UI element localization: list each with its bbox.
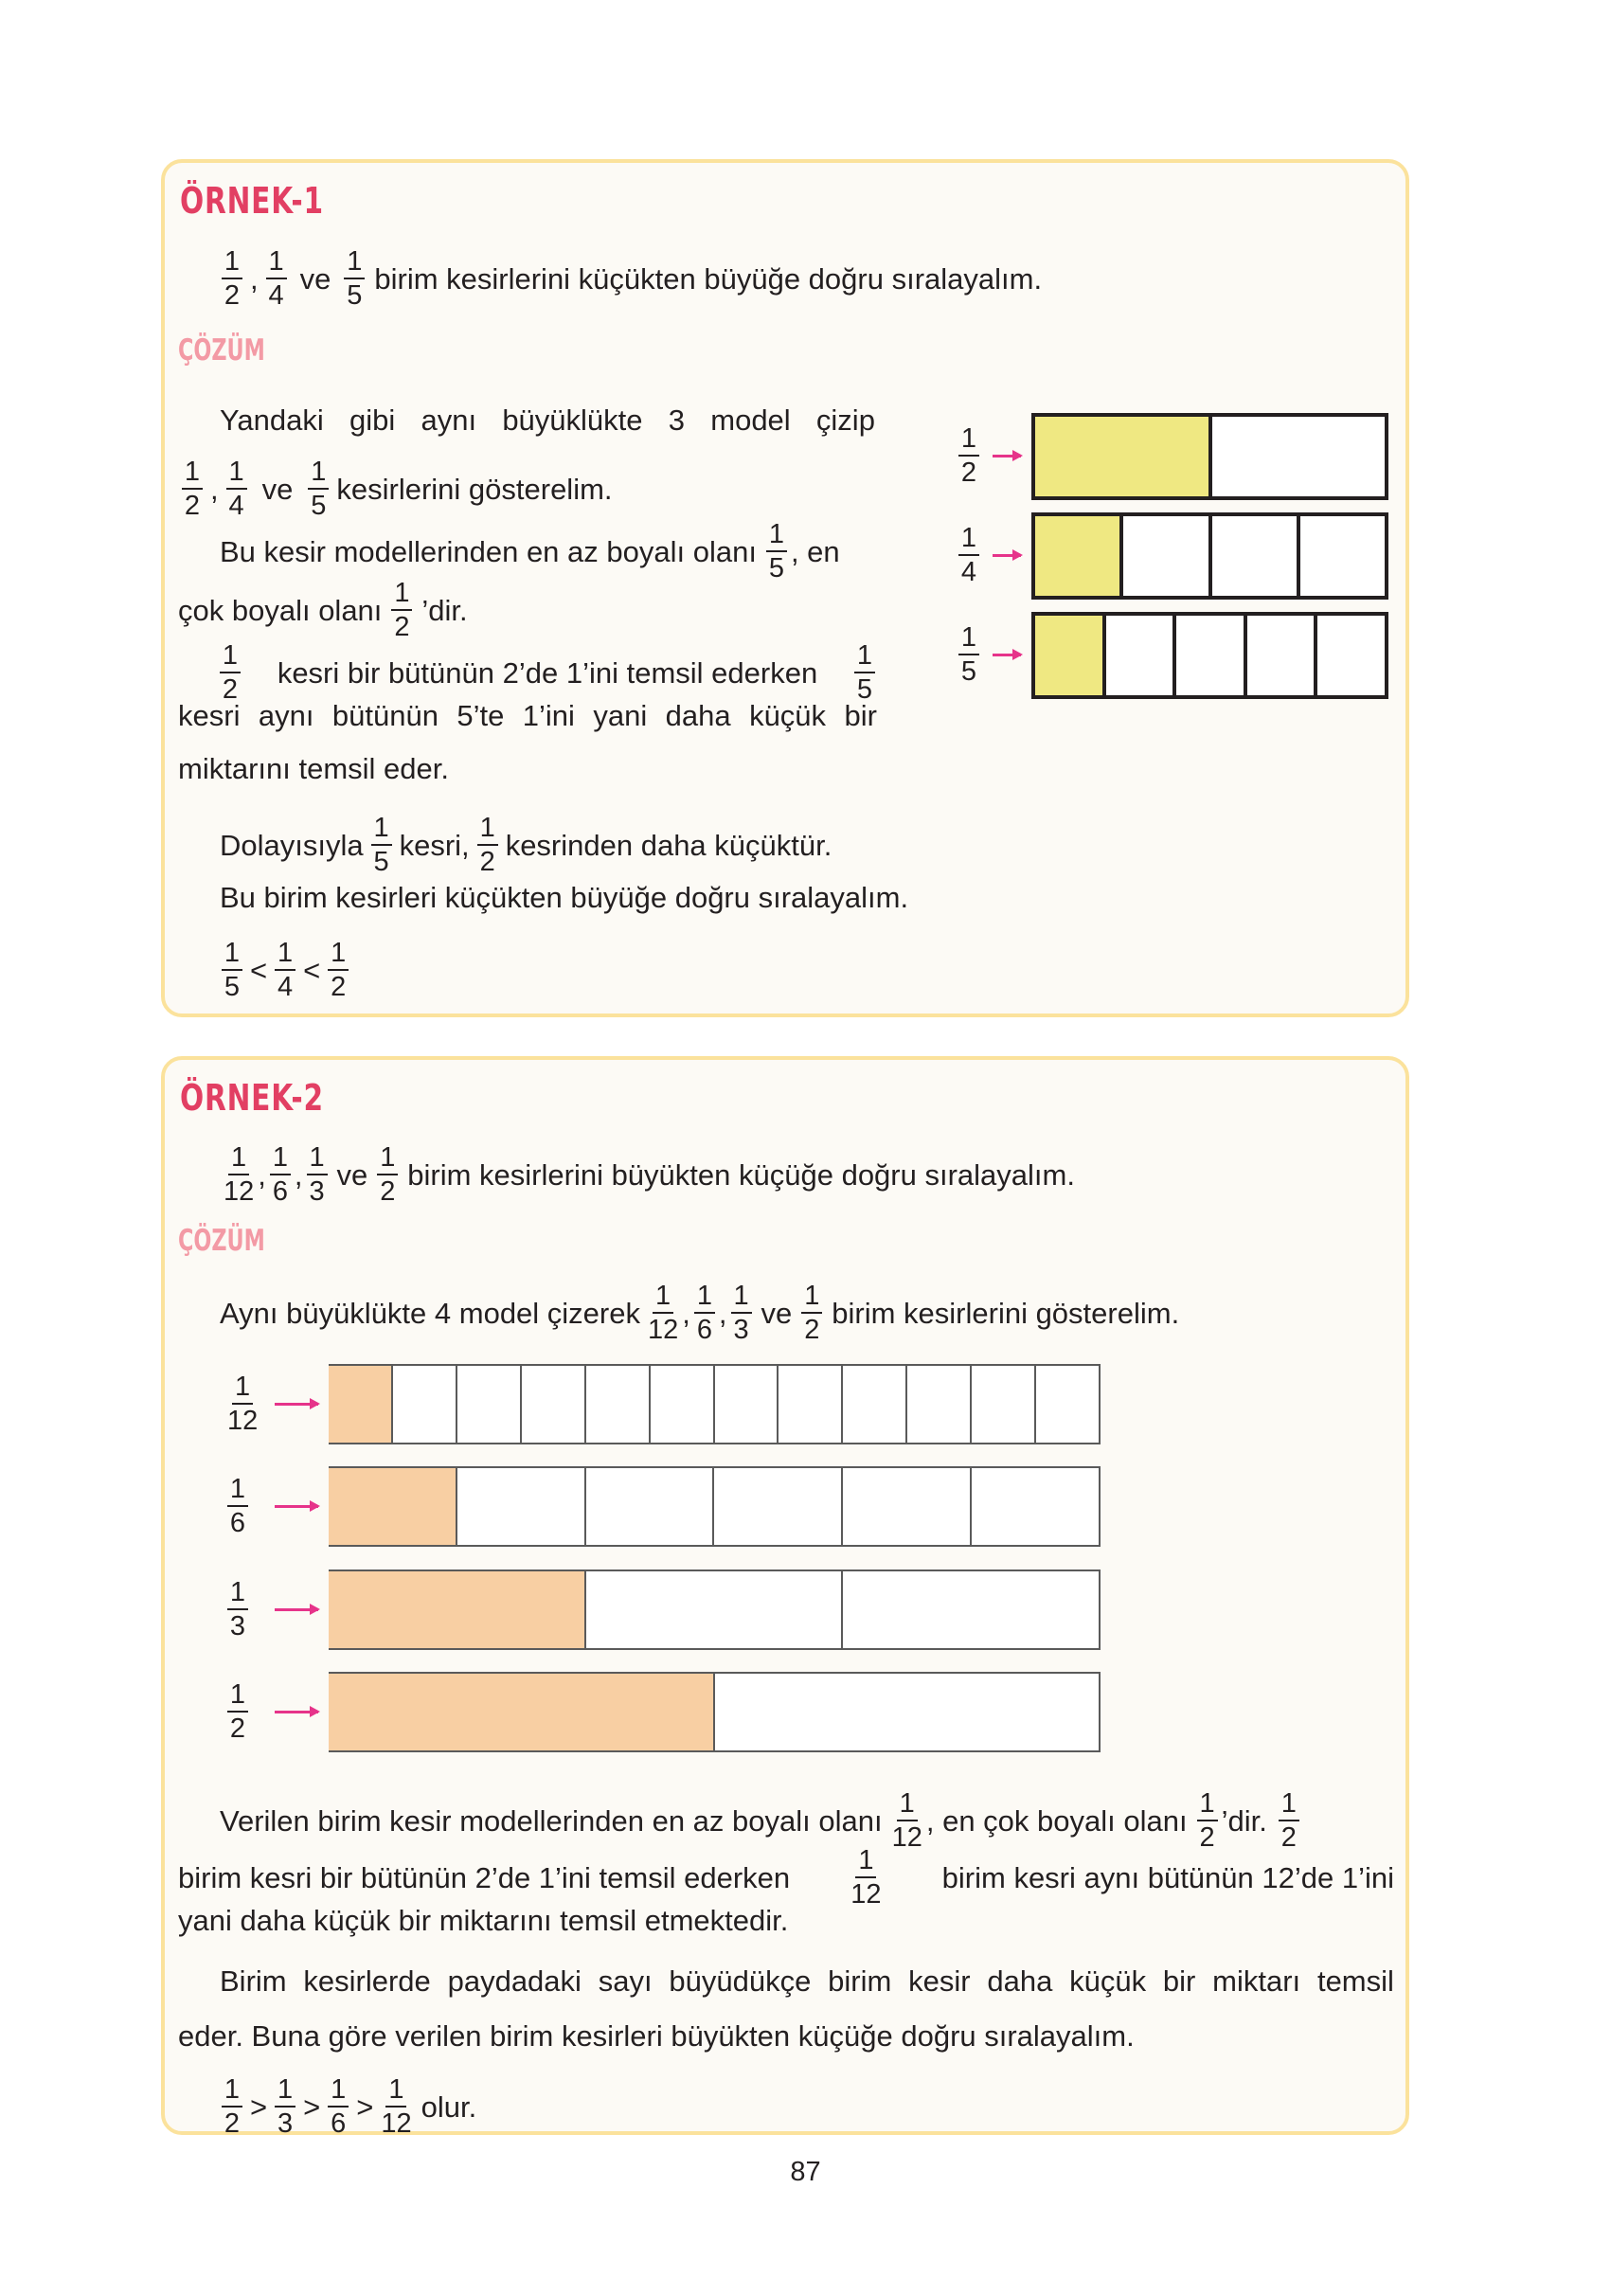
unshaded-part <box>1244 616 1315 695</box>
fraction: $\frac{1}{12}$ <box>850 1845 882 1910</box>
fraction-model-bar <box>1031 612 1388 699</box>
fraction: $\frac{1}{2}$ <box>328 940 349 1001</box>
ex2-b-line1 <box>220 1963 1394 2000</box>
ex2-ordering: $\frac{1}{2}$ > $\frac{1}{3}$ > $\frac{1}{6}$ > $\frac{1}{12}$ olur. <box>218 2076 476 2138</box>
word: bir <box>844 699 877 732</box>
word: miktarı <box>1212 1964 1301 1998</box>
unshaded-part <box>905 1366 970 1443</box>
ex1-p3-line1: $\frac{1}{2}$ kesri bir bütünün 2’de 1’ini temsil ederken $\frac{1}{5}$ <box>216 642 879 704</box>
fraction: $\frac{1}{12}$ <box>381 2074 412 2139</box>
word: aynı <box>258 699 314 732</box>
unshaded-part <box>841 1366 905 1443</box>
arrow-right-icon <box>275 1403 318 1406</box>
fraction-model-bar <box>329 1466 1101 1547</box>
fraction: $\frac{1}{2}$ <box>222 2076 242 2138</box>
fraction: $\frac{1}{5}$ <box>766 521 787 583</box>
unshaded-part <box>584 1366 649 1443</box>
word: küçük <box>749 699 827 732</box>
word: sayı <box>598 1964 653 1998</box>
fraction: $\frac{1}{4}$ <box>226 458 247 520</box>
word: gibi <box>349 404 396 437</box>
arrow-right-icon <box>993 455 1021 457</box>
unshaded-part <box>1102 616 1173 695</box>
fraction: $\frac{1}{3}$ <box>275 2076 295 2138</box>
ex1-p1-line1 <box>220 402 875 439</box>
ex1-p2-line1: Bu kesir modellerinden en az boyalı olanı $\frac{1}{5}$ , en <box>220 519 840 583</box>
model-fraction-label: $\frac{1}{2}$ <box>227 1681 248 1743</box>
word: aynı <box>421 404 477 437</box>
ex1-p3-line3: miktarını temsil eder. <box>178 752 449 785</box>
word: bir <box>1162 1964 1196 1998</box>
fraction: $\frac{1}{12}$ <box>648 1281 679 1345</box>
word: Yandaki <box>220 404 324 437</box>
word: paydadaki <box>447 1964 582 1998</box>
example-2-solution-label: ÇÖZÜM <box>178 1224 265 1258</box>
ex2-intro: Aynı büyüklükte 4 model çizerek $\frac{1}{12}$ , $\frac{1}{6}$ , $\frac{1}{3}$ ve $\frac{1}{2}$ birim kesirlerini gösterelim. <box>220 1281 1180 1345</box>
fraction: $\frac{1}{5}$ <box>308 458 329 520</box>
word: büyüklükte <box>502 404 643 437</box>
model-fraction-label: $\frac{1}{3}$ <box>227 1579 248 1641</box>
fraction-model-bar <box>1031 512 1388 600</box>
fraction: $\frac{1}{2}$ <box>1279 1790 1299 1852</box>
fraction: $\frac{1}{2}$ <box>377 1144 398 1206</box>
fraction: $\frac{1}{5}$ <box>344 248 365 310</box>
fraction: $\frac{1}{2}$ <box>477 815 498 876</box>
unshaded-part <box>841 1468 970 1545</box>
fraction: $\frac{1}{2}$ <box>220 642 241 704</box>
unshaded-part <box>456 1366 520 1443</box>
word: bütünün <box>331 699 439 732</box>
word: kesir <box>908 1964 971 1998</box>
ex1-p5: Bu birim kesirleri küçükten büyüğe doğru sıralayalım. <box>220 881 909 914</box>
word: Birim <box>220 1964 287 1998</box>
example-1-title: ÖRNEK-1 <box>180 180 324 222</box>
example-1-solution-label: ÇÖZÜM <box>178 333 265 368</box>
example-2-question: $\frac{1}{12}$ , $\frac{1}{6}$ , $\frac{1}{3}$ ve $\frac{1}{2}$ birim kesirlerini büyükten küçüğe doğru sıralayalım. <box>224 1142 1075 1207</box>
ex1-p3-line2 <box>178 697 877 735</box>
fraction-model-bar <box>329 1672 1101 1752</box>
unshaded-part <box>712 1468 841 1545</box>
fraction: $\frac{1}{2}$ <box>1197 1790 1218 1852</box>
fraction: $\frac{1}{6}$ <box>270 1144 291 1206</box>
unshaded-part <box>1208 417 1386 496</box>
shaded-part <box>1035 616 1102 695</box>
unshaded-part <box>456 1468 584 1545</box>
shaded-part <box>329 1674 713 1750</box>
model-fraction-label: $\frac{1}{12}$ <box>227 1371 259 1436</box>
unshaded-part <box>584 1468 713 1545</box>
fraction: $\frac{1}{4}$ <box>266 248 287 310</box>
word: kesirlerde <box>303 1964 431 1998</box>
fraction: $\frac{1}{5}$ <box>222 940 242 1001</box>
ex1-p4: Dolayısıyla $\frac{1}{5}$ kesri, $\frac{1}{2}$ kesrinden daha küçüktür. <box>220 813 832 877</box>
arrow-right-icon <box>993 654 1021 656</box>
unshaded-part <box>713 1674 1100 1750</box>
fraction: $\frac{1}{12}$ <box>891 1788 922 1853</box>
fraction: $\frac{1}{5}$ <box>854 642 875 704</box>
shaded-part <box>1035 516 1119 596</box>
model-fraction-label: $\frac{1}{6}$ <box>227 1476 248 1537</box>
ex1-ordering: $\frac{1}{5}$ < $\frac{1}{4}$ < $\frac{1}{2}$ <box>218 940 352 1001</box>
fraction: $\frac{1}{12}$ <box>224 1142 255 1207</box>
unshaded-part <box>1119 516 1208 596</box>
ex1-p1-line2: $\frac{1}{2}$ , $\frac{1}{4}$ ve $\frac{1}{5}$ kesirlerini gösterelim. <box>178 458 613 520</box>
example-1-question: $\frac{1}{2}$ , $\frac{1}{4}$ ve $\frac{1}{5}$ birim kesirlerini küçükten büyüğe doğru sıralayalım. <box>218 248 1042 310</box>
ex2-a-line3: yani daha küçük bir miktarını temsil etmektedir. <box>178 1904 789 1937</box>
arrow-right-icon <box>275 1608 318 1611</box>
arrow-right-icon <box>275 1505 318 1508</box>
fraction-model-bar <box>1031 413 1388 500</box>
unshaded-part <box>1034 1366 1099 1443</box>
unshaded-part <box>649 1366 713 1443</box>
ex1-p2-line2: çok boyalı olanı $\frac{1}{2}$ ’dir. <box>178 578 468 642</box>
shaded-part <box>329 1468 456 1545</box>
unshaded-part <box>391 1366 456 1443</box>
ex2-a-line1: Verilen birim kesir modellerinden en az boyalı olanı $\frac{1}{12}$ , en çok boyalı olanı $\frac{1}{2}$ ’dir. $\frac{1}{2}$ <box>220 1790 1394 1852</box>
ex2-b-line2: eder. Buna göre verilen birim kesirleri büyükten küçüğe doğru sıralayalım. <box>178 2019 1135 2053</box>
unshaded-part <box>1172 616 1244 695</box>
fraction-model-bar <box>329 1364 1101 1444</box>
model-fraction-label: $\frac{1}{5}$ <box>958 624 979 686</box>
question-text: birim kesirlerini küçükten büyüğe doğru sıralayalım. <box>374 261 1043 296</box>
word: 1’ini <box>522 699 575 732</box>
word: yani <box>593 699 648 732</box>
fraction: $\frac{1}{2}$ <box>222 248 242 310</box>
example-2-title: ÖRNEK-2 <box>180 1077 324 1119</box>
word: çizip <box>815 404 875 437</box>
page-number: 87 <box>790 2157 821 2187</box>
fraction: $\frac{1}{5}$ <box>371 815 392 876</box>
fraction: $\frac{1}{3}$ <box>307 1144 328 1206</box>
word: 3 <box>668 404 686 437</box>
shaded-part <box>329 1366 391 1443</box>
word: büyüdükçe <box>669 1964 812 1998</box>
unshaded-part <box>970 1366 1034 1443</box>
word: model <box>710 404 791 437</box>
word: kesri <box>178 699 241 732</box>
word: 5’te <box>456 699 505 732</box>
fraction: $\frac{1}{2}$ <box>801 1283 822 1344</box>
word: daha <box>987 1964 1053 1998</box>
fraction: $\frac{1}{6}$ <box>328 2076 349 2138</box>
fraction: $\frac{1}{3}$ <box>731 1283 752 1344</box>
shaded-part <box>1035 417 1208 496</box>
word: temsil <box>1316 1964 1394 1998</box>
unshaded-part <box>1297 516 1385 596</box>
arrow-right-icon <box>275 1711 318 1713</box>
fraction: $\frac{1}{6}$ <box>694 1283 715 1344</box>
ex2-a-line2: birim kesri bir bütünün 2’de 1’ini temsil ederken $\frac{1}{12}$ birim kesri aynı bütünün 12’de 1’ini <box>178 1845 1394 1910</box>
unshaded-part <box>777 1366 841 1443</box>
unshaded-part <box>841 1571 1099 1648</box>
fraction-model-bar <box>329 1570 1101 1650</box>
shaded-part <box>329 1571 584 1648</box>
unshaded-part <box>713 1366 778 1443</box>
model-fraction-label: $\frac{1}{2}$ <box>958 425 979 487</box>
unshaded-part <box>1314 616 1385 695</box>
fraction: $\frac{1}{4}$ <box>275 940 295 1001</box>
unshaded-part <box>970 1468 1099 1545</box>
fraction: $\frac{1}{2}$ <box>182 458 203 520</box>
unshaded-part <box>584 1571 842 1648</box>
fraction: $\frac{1}{2}$ <box>391 580 412 641</box>
unshaded-part <box>1208 516 1297 596</box>
unshaded-part <box>520 1366 584 1443</box>
word: birim <box>828 1964 892 1998</box>
word: küçük <box>1069 1964 1147 1998</box>
model-fraction-label: $\frac{1}{4}$ <box>958 525 979 586</box>
arrow-right-icon <box>993 554 1021 557</box>
word: daha <box>665 699 731 732</box>
